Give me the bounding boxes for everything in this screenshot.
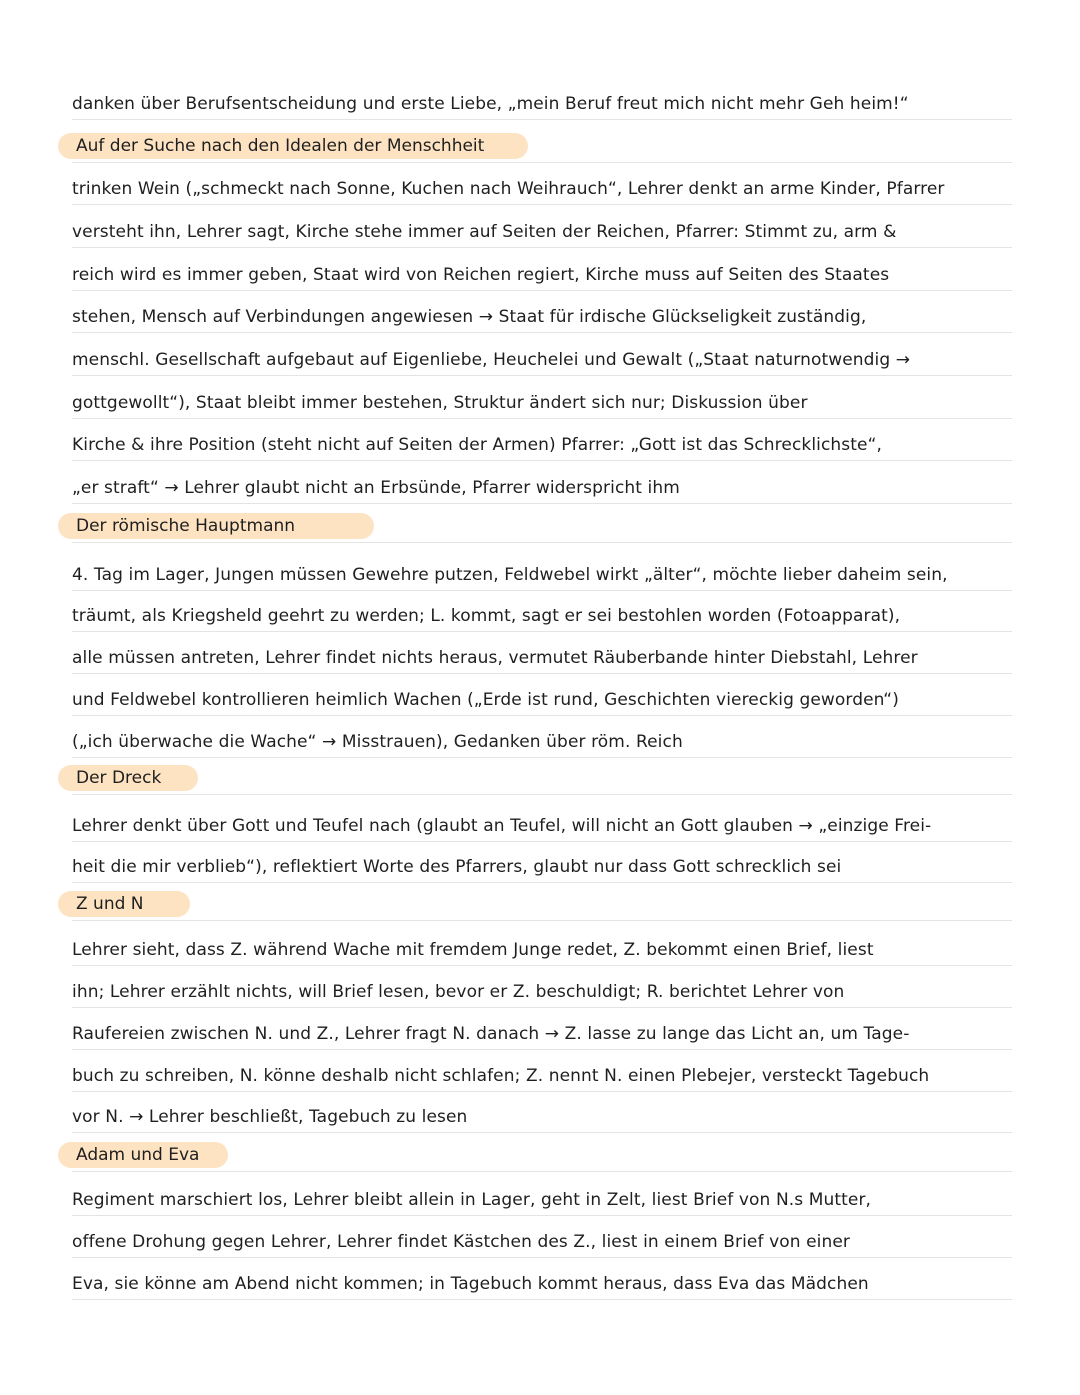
note-line (72, 936, 1012, 966)
note-line-text: Lehrer denkt über Gott und Teufel nach (glaubt an Teufel, will nicht an Gott glauben → „einzige Frei- (72, 816, 932, 836)
note-line (72, 431, 1012, 461)
note-line-text: danken über Berufsentscheidung und erste Liebe, „mein Beruf freut mich nicht mehr Geh heim!“ (72, 94, 909, 114)
note-line (72, 90, 1012, 120)
section-heading (72, 1142, 199, 1168)
note-line (72, 474, 1012, 504)
note-line (72, 602, 1012, 632)
note-line (72, 1020, 1012, 1050)
section-heading (72, 891, 144, 917)
section-heading-text: Der römische Hauptmann (76, 516, 296, 536)
note-line (72, 686, 1012, 716)
note-line-text: Eva, sie könne am Abend nicht kommen; in Tagebuch kommt heraus, dass Eva das Mädchen (72, 1274, 869, 1294)
note-line-text: menschl. Gesellschaft aufgebaut auf Eigenliebe, Heuchelei und Gewalt („Staat naturnotwendig → (72, 350, 911, 370)
note-line-text: 4. Tag im Lager, Jungen müssen Gewehre putzen, Feldwebel wirkt „älter“, möchte lieber daheim sein, (72, 565, 948, 585)
note-line-text: und Feldwebel kontrollieren heimlich Wachen („Erde ist rund, Geschichten viereckig geworden“) (72, 690, 899, 710)
note-line (72, 389, 1012, 419)
note-line-text: trinken Wein („schmeckt nach Sonne, Kuchen nach Weihrauch“, Lehrer denkt an arme Kinder, Pfarrer (72, 179, 945, 199)
section-heading-text: Auf der Suche nach den Idealen der Menschheit (76, 136, 485, 156)
section-heading-row (72, 891, 1012, 921)
note-line (72, 303, 1012, 333)
note-line-text: heit die mir verblieb“), reflektiert Worte des Pfarrers, glaubt nur dass Gott schrecklich sei (72, 857, 842, 877)
note-line-text: („ich überwache die Wache“ → Misstrauen), Gedanken über röm. Reich (72, 732, 683, 752)
note-line (72, 644, 1012, 674)
note-line (72, 1228, 1012, 1258)
note-line (72, 853, 1012, 883)
note-line (72, 1103, 1012, 1133)
section-heading-text: Z und N (76, 894, 144, 914)
note-line-text: Kirche & ihre Position (steht nicht auf Seiten der Armen) Pfarrer: „Gott ist das Schrecklichste“, (72, 435, 883, 455)
note-line (72, 728, 1012, 758)
note-line-text: gottgewollt“), Staat bleibt immer bestehen, Struktur ändert sich nur; Diskussion über (72, 393, 808, 413)
note-line (72, 978, 1012, 1008)
section-heading-row (72, 765, 1012, 795)
note-line-text: träumt, als Kriegsheld geehrt zu werden; L. kommt, sagt er sei bestohlen worden (Fotoapparat), (72, 606, 901, 626)
note-line-text: Lehrer sieht, dass Z. während Wache mit fremdem Junge redet, Z. bekommt einen Brief, liest (72, 940, 874, 960)
section-heading (72, 513, 295, 539)
note-line-text: alle müssen antreten, Lehrer findet nichts heraus, vermutet Räuberbande hinter Diebstahl, Lehrer (72, 648, 918, 668)
note-line (72, 175, 1012, 205)
note-line (72, 218, 1012, 248)
note-line-text: Raufereien zwischen N. und Z., Lehrer fragt N. danach → Z. lasse zu lange das Licht an, um Tage- (72, 1024, 910, 1044)
note-line (72, 1062, 1012, 1092)
note-line-text: vor N. → Lehrer beschließt, Tagebuch zu lesen (72, 1107, 468, 1127)
note-line-text: offene Drohung gegen Lehrer, Lehrer findet Kästchen des Z., liest in einem Brief von einer (72, 1232, 851, 1252)
note-line-text: ihn; Lehrer erzählt nichts, will Brief lesen, bevor er Z. beschuldigt; R. berichtet Lehrer von (72, 982, 845, 1002)
note-line-text: stehen, Mensch auf Verbindungen angewiesen → Staat für irdische Glückseligkeit zuständig, (72, 307, 867, 327)
note-line-text: buch zu schreiben, N. könne deshalb nicht schlafen; Z. nennt N. einen Plebejer, versteckt Tagebuch (72, 1066, 930, 1086)
section-heading (72, 133, 484, 159)
section-heading (72, 765, 161, 791)
note-line (72, 261, 1012, 291)
section-heading-row (72, 1142, 1012, 1172)
section-heading-text: Der Dreck (76, 768, 162, 788)
note-line-text: Regiment marschiert los, Lehrer bleibt allein in Lager, geht in Zelt, liest Brief von N.s Mutter, (72, 1190, 872, 1210)
section-heading-text: Adam und Eva (76, 1145, 200, 1165)
note-line-text: versteht ihn, Lehrer sagt, Kirche stehe immer auf Seiten der Reichen, Pfarrer: Stimmt zu, arm & (72, 222, 897, 242)
note-line (72, 1186, 1012, 1216)
section-heading-row (72, 133, 1012, 163)
note-line (72, 346, 1012, 376)
note-line-text: „er straft“ → Lehrer glaubt nicht an Erbsünde, Pfarrer widerspricht ihm (72, 478, 680, 498)
note-line (72, 1270, 1012, 1300)
section-heading-row (72, 513, 1012, 543)
note-line (72, 812, 1012, 842)
note-line-text: reich wird es immer geben, Staat wird von Reichen regiert, Kirche muss auf Seiten des Staates (72, 265, 890, 285)
note-line (72, 561, 1012, 591)
